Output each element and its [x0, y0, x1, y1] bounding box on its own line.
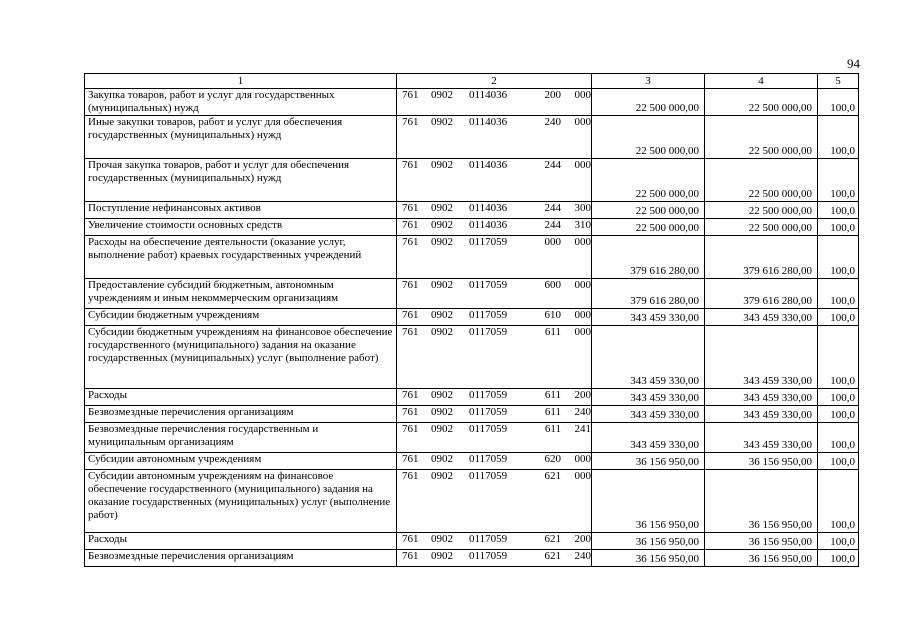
code-admin: 761 [402, 159, 419, 171]
row-codes [397, 406, 592, 423]
row-name: Закупка товаров, работ и услуг для государственных (муниципальных) нужд [85, 89, 397, 116]
code-kosgu: 000 [574, 326, 591, 338]
row-name: Прочая закупка товаров, работ и услуг для обеспечения государственных (муниципальных) нужд [85, 159, 397, 202]
table-row [85, 236, 859, 279]
code-expense-type: 600 [544, 279, 561, 291]
code-admin: 761 [402, 389, 419, 401]
row-col3-amount: 343 459 330,00 [592, 309, 705, 326]
row-col4-amount: 379 616 280,00 [705, 236, 818, 279]
code-target: 0117059 [469, 453, 508, 465]
table-row [85, 219, 859, 236]
row-name: Увеличение стоимости основных средств [85, 219, 397, 236]
code-section: 0902 [431, 423, 453, 435]
row-col3-amount: 36 156 950,00 [592, 453, 705, 470]
row-name: Безвозмездные перечисления государственным и муниципальным организациям [85, 423, 397, 453]
code-target: 0117059 [469, 470, 508, 482]
row-col4-amount: 22 500 000,00 [705, 89, 818, 116]
row-col3-amount: 22 500 000,00 [592, 202, 705, 219]
row-name: Безвозмездные перечисления организациям [85, 550, 397, 567]
code-admin: 761 [402, 309, 419, 321]
budget-table [84, 73, 859, 567]
code-expense-type: 611 [544, 423, 561, 435]
row-col5-percent: 100,0 [818, 309, 859, 326]
code-target: 0114036 [469, 202, 508, 214]
code-target: 0117059 [469, 406, 508, 418]
row-col3-amount: 22 500 000,00 [592, 116, 705, 159]
code-kosgu: 200 [574, 533, 591, 545]
row-col5-percent: 100,0 [818, 89, 859, 116]
code-target: 0117059 [469, 326, 508, 338]
code-section: 0902 [431, 389, 453, 401]
code-kosgu: 000 [574, 236, 591, 248]
row-col4-amount: 343 459 330,00 [705, 389, 818, 406]
table-row [85, 533, 859, 550]
code-kosgu: 200 [574, 389, 591, 401]
row-codes [397, 470, 592, 533]
code-admin: 761 [402, 202, 419, 214]
row-col5-percent: 100,0 [818, 453, 859, 470]
header-col-5: 5 [818, 74, 859, 89]
code-kosgu: 000 [574, 453, 591, 465]
code-admin: 761 [402, 219, 419, 231]
budget-table-body [85, 74, 859, 567]
row-col5-percent: 100,0 [818, 550, 859, 567]
code-expense-type: 200 [544, 89, 561, 101]
code-target: 0117059 [469, 236, 508, 248]
row-col3-amount: 343 459 330,00 [592, 423, 705, 453]
row-col4-amount: 22 500 000,00 [705, 116, 818, 159]
row-col5-percent: 100,0 [818, 202, 859, 219]
row-col3-amount: 343 459 330,00 [592, 326, 705, 389]
row-codes [397, 202, 592, 219]
row-codes [397, 309, 592, 326]
code-admin: 761 [402, 470, 419, 482]
code-section: 0902 [431, 309, 453, 321]
row-name: Поступление нефинансовых активов [85, 202, 397, 219]
row-codes [397, 423, 592, 453]
code-expense-type: 611 [544, 389, 561, 401]
code-target: 0114036 [469, 159, 508, 171]
row-name: Предоставление субсидий бюджетным, автономным учреждениям и иным некоммерческим организациям [85, 279, 397, 309]
code-target: 0117059 [469, 533, 508, 545]
row-col4-amount: 36 156 950,00 [705, 533, 818, 550]
row-name: Субсидии бюджетным учреждениям [85, 309, 397, 326]
code-kosgu: 000 [574, 89, 591, 101]
header-col-1: 1 [85, 74, 397, 89]
code-expense-type: 240 [544, 116, 561, 128]
table-row [85, 89, 859, 116]
code-admin: 761 [402, 279, 419, 291]
row-col5-percent: 100,0 [818, 423, 859, 453]
code-kosgu: 300 [574, 202, 591, 214]
row-col4-amount: 22 500 000,00 [705, 159, 818, 202]
code-kosgu: 000 [574, 309, 591, 321]
code-admin: 761 [402, 236, 419, 248]
code-expense-type: 620 [544, 453, 561, 465]
header-col-3: 3 [592, 74, 705, 89]
row-codes [397, 116, 592, 159]
row-codes [397, 159, 592, 202]
code-kosgu: 240 [574, 406, 591, 418]
row-col5-percent: 100,0 [818, 159, 859, 202]
row-col5-percent: 100,0 [818, 389, 859, 406]
row-col4-amount: 36 156 950,00 [705, 550, 818, 567]
row-col5-percent: 100,0 [818, 219, 859, 236]
code-section: 0902 [431, 116, 453, 128]
table-row [85, 116, 859, 159]
code-target: 0114036 [469, 219, 508, 231]
row-col5-percent: 100,0 [818, 236, 859, 279]
row-col4-amount: 379 616 280,00 [705, 279, 818, 309]
table-row [85, 423, 859, 453]
code-admin: 761 [402, 326, 419, 338]
code-kosgu: 241 [574, 423, 591, 435]
code-target: 0114036 [469, 116, 508, 128]
code-section: 0902 [431, 453, 453, 465]
table-row [85, 470, 859, 533]
code-expense-type: 611 [544, 326, 561, 338]
code-kosgu: 000 [574, 116, 591, 128]
row-col3-amount: 36 156 950,00 [592, 550, 705, 567]
code-kosgu: 000 [574, 279, 591, 291]
row-name: Субсидии автономным учреждениям [85, 453, 397, 470]
row-col4-amount: 22 500 000,00 [705, 219, 818, 236]
row-name: Иные закупки товаров, работ и услуг для обеспечения государственных (муниципальных) нужд [85, 116, 397, 159]
code-section: 0902 [431, 550, 453, 562]
code-target: 0117059 [469, 309, 508, 321]
row-col4-amount: 36 156 950,00 [705, 470, 818, 533]
table-row [85, 389, 859, 406]
code-admin: 761 [402, 533, 419, 545]
row-codes [397, 326, 592, 389]
row-col3-amount: 343 459 330,00 [592, 406, 705, 423]
code-target: 0117059 [469, 423, 508, 435]
row-col4-amount: 36 156 950,00 [705, 453, 818, 470]
header-col-2: 2 [397, 74, 592, 89]
row-name: Расходы на обеспечение деятельности (оказание услуг, выполнение работ) краевых государственных учреждений [85, 236, 397, 279]
code-section: 0902 [431, 406, 453, 418]
table-row [85, 550, 859, 567]
row-col3-amount: 22 500 000,00 [592, 159, 705, 202]
code-section: 0902 [431, 470, 453, 482]
row-codes [397, 219, 592, 236]
code-expense-type: 244 [544, 219, 561, 231]
row-col3-amount: 379 616 280,00 [592, 279, 705, 309]
row-codes [397, 550, 592, 567]
code-admin: 761 [402, 89, 419, 101]
row-col4-amount: 343 459 330,00 [705, 309, 818, 326]
table-row [85, 326, 859, 389]
code-admin: 761 [402, 453, 419, 465]
code-section: 0902 [431, 159, 453, 171]
row-codes [397, 236, 592, 279]
table-row [85, 309, 859, 326]
code-section: 0902 [431, 89, 453, 101]
row-name: Безвозмездные перечисления организациям [85, 406, 397, 423]
row-name: Субсидии бюджетным учреждениям на финансовое обеспечение государственного (муниципального) задания на оказание государственных (муниципальных) услуг (выполнение работ) [85, 326, 397, 389]
row-codes [397, 533, 592, 550]
code-section: 0902 [431, 326, 453, 338]
code-admin: 761 [402, 116, 419, 128]
row-codes [397, 389, 592, 406]
row-name: Расходы [85, 533, 397, 550]
row-col5-percent: 100,0 [818, 279, 859, 309]
code-expense-type: 621 [544, 550, 561, 562]
header-col-4: 4 [705, 74, 818, 89]
code-admin: 761 [402, 406, 419, 418]
code-expense-type: 244 [544, 159, 561, 171]
row-col4-amount: 343 459 330,00 [705, 406, 818, 423]
code-expense-type: 611 [544, 406, 561, 418]
code-section: 0902 [431, 533, 453, 545]
table-row [85, 202, 859, 219]
code-expense-type: 621 [544, 470, 561, 482]
row-codes [397, 89, 592, 116]
row-codes [397, 453, 592, 470]
code-target: 0117059 [469, 550, 508, 562]
row-col3-amount: 22 500 000,00 [592, 89, 705, 116]
code-expense-type: 244 [544, 202, 561, 214]
code-admin: 761 [402, 423, 419, 435]
row-col5-percent: 100,0 [818, 326, 859, 389]
row-col3-amount: 22 500 000,00 [592, 219, 705, 236]
table-row [85, 406, 859, 423]
code-section: 0902 [431, 236, 453, 248]
code-expense-type: 000 [544, 236, 561, 248]
header-row [85, 74, 859, 89]
row-col3-amount: 343 459 330,00 [592, 389, 705, 406]
row-codes [397, 279, 592, 309]
row-col4-amount: 22 500 000,00 [705, 202, 818, 219]
row-col3-amount: 36 156 950,00 [592, 470, 705, 533]
row-col5-percent: 100,0 [818, 533, 859, 550]
code-kosgu: 240 [574, 550, 591, 562]
page-number: 94 [847, 56, 860, 71]
code-expense-type: 610 [544, 309, 561, 321]
code-section: 0902 [431, 202, 453, 214]
row-col4-amount: 343 459 330,00 [705, 326, 818, 389]
code-expense-type: 621 [544, 533, 561, 545]
code-target: 0117059 [469, 389, 508, 401]
row-col3-amount: 379 616 280,00 [592, 236, 705, 279]
code-admin: 761 [402, 550, 419, 562]
code-kosgu: 000 [574, 159, 591, 171]
code-target: 0117059 [469, 279, 508, 291]
code-kosgu: 000 [574, 470, 591, 482]
table-row [85, 279, 859, 309]
row-col5-percent: 100,0 [818, 116, 859, 159]
row-col4-amount: 343 459 330,00 [705, 423, 818, 453]
code-target: 0114036 [469, 89, 508, 101]
code-kosgu: 310 [574, 219, 591, 231]
table-row [85, 159, 859, 202]
row-name: Расходы [85, 389, 397, 406]
row-col5-percent: 100,0 [818, 406, 859, 423]
row-name: Субсидии автономным учреждениям на финансовое обеспечение государственного (муниципального) задания на оказание государственных (муниципальных) услуг (выполнение работ) [85, 470, 397, 533]
row-col3-amount: 36 156 950,00 [592, 533, 705, 550]
code-section: 0902 [431, 219, 453, 231]
row-col5-percent: 100,0 [818, 470, 859, 533]
code-section: 0902 [431, 279, 453, 291]
table-row [85, 453, 859, 470]
